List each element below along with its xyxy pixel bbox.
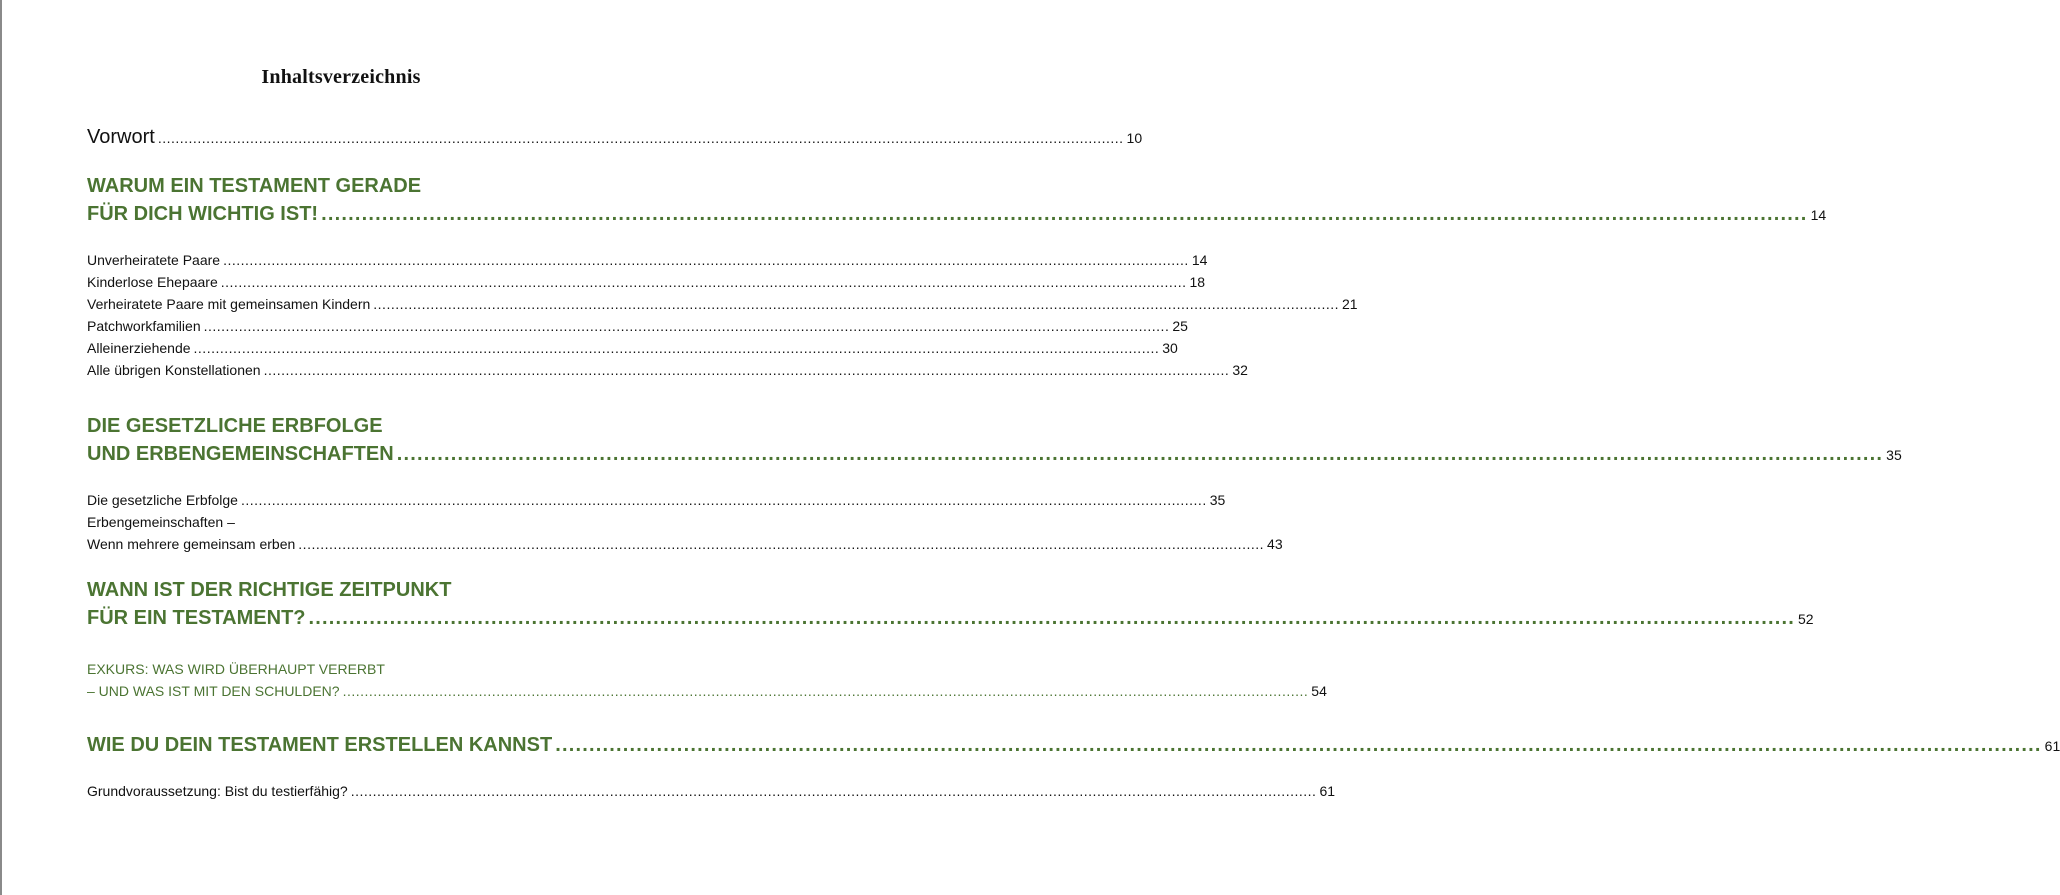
dot-leader: ............................................................................................................................................................................................................................ xyxy=(308,607,1795,629)
page-number: 61 xyxy=(1319,783,1336,799)
chapter-heading-line2: FÜR DICH WICHTIG IST! xyxy=(87,203,319,225)
dot-leader: ............................................................................................................................................................................................................................ xyxy=(396,443,1884,465)
toc-label: Die gesetzliche Erbfolge xyxy=(87,492,238,508)
toc-entry[interactable] xyxy=(87,293,1358,315)
page-edge xyxy=(0,0,2,895)
toc-label: Verheiratete Paare mit gemeinsamen Kindern xyxy=(87,296,371,312)
page-number: 61 xyxy=(2044,738,2060,754)
toc-entry[interactable] xyxy=(87,780,1336,802)
chapter-heading-line1: DIE GESETZLICHE ERBFOLGE xyxy=(87,415,383,437)
toc-label: Alle übrigen Konstellationen xyxy=(87,362,261,378)
dot-leader: ............................................................................................................................................................................................................................ xyxy=(321,203,1808,225)
page-number: 35 xyxy=(1886,447,1902,463)
toc-entry[interactable] xyxy=(87,315,1188,337)
dot-leader: ............................................................................................................................................................................................................................ xyxy=(240,492,1207,508)
page-number: 10 xyxy=(1126,130,1143,146)
toc-label: Erbengemeinschaften – xyxy=(87,514,235,530)
page-number: 52 xyxy=(1797,611,1814,627)
dot-leader: ............................................................................................................................................................................................................................ xyxy=(157,130,1124,146)
page-number: 32 xyxy=(1232,362,1248,378)
dot-leader: ............................................................................................................................................................................................................................ xyxy=(223,252,1189,268)
toc-entry[interactable] xyxy=(87,249,1208,271)
toc-label: Vorwort xyxy=(87,126,155,148)
page-number: 30 xyxy=(1162,340,1178,356)
toc-label: Wenn mehrere gemeinsam erben xyxy=(87,536,296,552)
dot-leader: ............................................................................................................................................................................................................................ xyxy=(350,783,1317,799)
toc-chapter-3[interactable] xyxy=(87,576,1814,632)
dot-leader: ............................................................................................................................................................................................................................ xyxy=(342,683,1309,699)
toc-entry-line2[interactable] xyxy=(87,533,1283,555)
toc-entry[interactable] xyxy=(87,337,1178,359)
dot-leader: ............................................................................................................................................................................................................................ xyxy=(193,340,1160,356)
toc-label: Grundvoraussetzung: Bist du testierfähig? xyxy=(87,783,348,799)
page-title: Inhaltsverzeichnis xyxy=(261,66,421,88)
page-number: 14 xyxy=(1191,252,1208,268)
toc-chapter-2[interactable] xyxy=(87,412,1902,468)
toc-label: Kinderlose Ehepaare xyxy=(87,274,218,290)
dot-leader: ............................................................................................................................................................................................................................ xyxy=(373,296,1340,312)
page-number: 54 xyxy=(1311,683,1327,699)
chapter-heading-line1: WIE DU DEIN TESTAMENT ERSTELLEN KANNST xyxy=(87,734,553,756)
dot-leader: ............................................................................................................................................................................................................................ xyxy=(220,274,1187,290)
toc-section-list-4 xyxy=(87,780,1336,802)
toc-entry[interactable] xyxy=(87,271,1206,293)
toc-entry-line1[interactable] xyxy=(87,511,615,533)
exkurs-heading-line2: – UND WAS IST MIT DEN SCHULDEN? xyxy=(87,683,340,699)
toc-entry[interactable] xyxy=(87,359,1248,381)
page-number: 35 xyxy=(1209,492,1226,508)
toc-section-list-2 xyxy=(87,489,1283,555)
toc-section-list-1 xyxy=(87,249,1358,381)
chapter-heading-line2: FÜR EIN TESTAMENT? xyxy=(87,607,306,629)
chapter-heading-line2: UND ERBENGEMEINSCHAFTEN xyxy=(87,443,394,465)
toc-label: Unverheiratete Paare xyxy=(87,252,221,268)
page-number: 43 xyxy=(1267,536,1283,552)
exkurs-heading-line1: EXKURS: WAS WIRD ÜBERHAUPT VERERBT xyxy=(87,661,385,677)
dot-leader: ............................................................................................................................................................................................................................ xyxy=(298,536,1265,552)
toc-label: Patchworkfamilien xyxy=(87,318,201,334)
toc-label: Alleinerziehende xyxy=(87,340,191,356)
toc-entry-vorwort[interactable] xyxy=(87,123,1143,151)
dot-leader: ............................................................................................................................................................................................................................ xyxy=(203,318,1170,334)
dot-leader: ............................................................................................................................................................................................................................ xyxy=(555,734,2042,756)
chapter-heading-line1: WANN IST DER RICHTIGE ZEITPUNKT xyxy=(87,579,452,601)
chapter-heading-line1: WARUM EIN TESTAMENT GERADE xyxy=(87,175,422,197)
page-number: 21 xyxy=(1342,296,1358,312)
page-number: 25 xyxy=(1172,318,1188,334)
toc-entry[interactable] xyxy=(87,489,1226,511)
dot-leader: ............................................................................................................................................................................................................................ xyxy=(263,362,1230,378)
toc-chapter-1[interactable] xyxy=(87,172,1827,228)
toc-chapter-4[interactable] xyxy=(87,731,2060,759)
page-number: 14 xyxy=(1810,207,1827,223)
toc-exkurs[interactable] xyxy=(87,658,1327,702)
page-number: 18 xyxy=(1189,274,1206,290)
